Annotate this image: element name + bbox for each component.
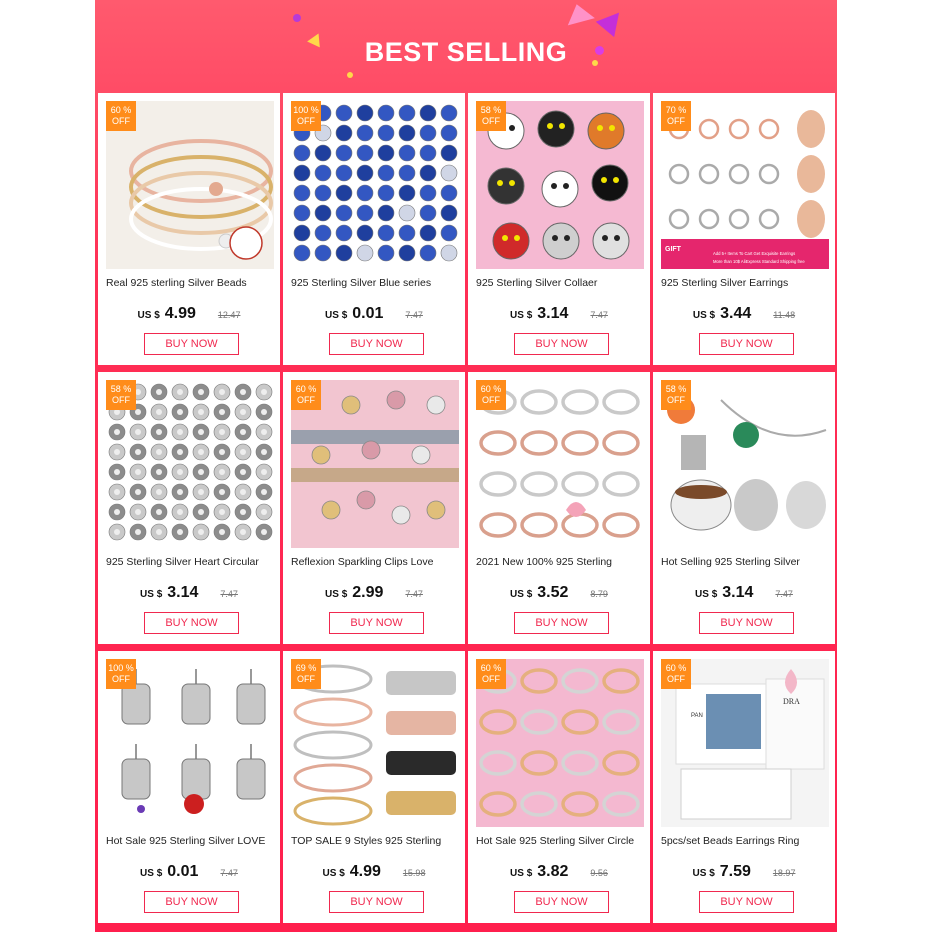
product-card[interactable] — [653, 372, 835, 644]
product-card[interactable] — [283, 93, 465, 365]
confetti-dot — [592, 60, 598, 66]
discount-off-label: OFF — [482, 674, 500, 684]
price-row — [283, 863, 465, 881]
svg-text:Add 5+ Items To Cart Get Exqui: Add 5+ Items To Cart Get Exquisite Earrings — [713, 251, 796, 256]
product-image[interactable] — [476, 659, 644, 827]
price-row — [98, 584, 280, 602]
discount-percent: 60 % — [110, 105, 132, 115]
discount-percent: 60 % — [665, 663, 687, 673]
product-image[interactable] — [106, 101, 274, 269]
discount-badge — [661, 101, 691, 131]
confetti-triangle — [596, 5, 629, 37]
discount-percent: 60 % — [480, 384, 502, 394]
sale-price: 0.01 — [167, 863, 199, 880]
product-image[interactable] — [291, 659, 459, 827]
discount-badge — [291, 380, 321, 410]
discount-percent: 58 % — [110, 384, 132, 394]
original-price: 7.47 — [220, 868, 238, 878]
product-name[interactable]: TOP SALE 9 Styles 925 Sterling — [291, 835, 442, 847]
original-price: 7.47 — [590, 310, 608, 320]
discount-badge — [106, 659, 136, 689]
product-image[interactable] — [661, 101, 829, 269]
product-card[interactable] — [468, 93, 650, 365]
price-row — [468, 863, 650, 881]
buy-now-button[interactable]: BUY NOW — [329, 891, 424, 913]
product-image[interactable] — [476, 101, 644, 269]
best-selling-panel — [95, 0, 837, 932]
original-price: 7.47 — [405, 310, 423, 320]
discount-off-label: OFF — [112, 395, 130, 405]
sale-price: 7.59 — [719, 863, 751, 880]
discount-badge — [476, 101, 506, 131]
product-card[interactable] — [653, 651, 835, 923]
currency-label: US $ — [137, 310, 160, 321]
currency-label: US $ — [510, 589, 533, 600]
product-card[interactable] — [653, 93, 835, 365]
product-card[interactable] — [98, 651, 280, 923]
buy-now-button[interactable]: BUY NOW — [144, 612, 239, 634]
product-name[interactable]: Real 925 sterling Silver Beads — [106, 277, 247, 289]
sale-price: 3.52 — [537, 584, 569, 601]
currency-label: US $ — [140, 868, 163, 879]
product-image[interactable] — [661, 659, 829, 827]
svg-text:GIFT: GIFT — [665, 246, 681, 253]
original-price: 18.97 — [772, 868, 796, 878]
product-image[interactable] — [476, 380, 644, 548]
page-title: BEST SELLING — [364, 37, 568, 67]
price-row — [653, 305, 835, 323]
price-row — [653, 863, 835, 881]
price-row — [468, 305, 650, 323]
currency-label: US $ — [510, 868, 533, 879]
buy-now-button[interactable]: BUY NOW — [699, 612, 794, 634]
buy-now-button[interactable]: BUY NOW — [514, 612, 609, 634]
discount-off-label: OFF — [112, 674, 130, 684]
discount-badge — [291, 659, 321, 689]
currency-label: US $ — [695, 589, 718, 600]
sale-price: 3.14 — [167, 584, 199, 601]
discount-badge — [106, 101, 136, 131]
product-image[interactable] — [106, 659, 274, 827]
buy-now-button[interactable]: BUY NOW — [144, 333, 239, 355]
discount-percent: 69 % — [295, 663, 317, 673]
price-row — [283, 584, 465, 602]
buy-now-button[interactable]: BUY NOW — [514, 891, 609, 913]
buy-now-button[interactable]: BUY NOW — [514, 333, 609, 355]
original-price: 9.56 — [590, 868, 608, 878]
price-row — [653, 584, 835, 602]
sale-price: 4.99 — [349, 863, 381, 880]
currency-label: US $ — [322, 868, 345, 879]
product-card[interactable] — [283, 651, 465, 923]
sale-price: 3.82 — [537, 863, 569, 880]
discount-percent: 58 % — [665, 384, 687, 394]
price-row — [98, 863, 280, 881]
discount-badge — [661, 659, 691, 689]
product-name[interactable]: Hot Sale 925 Sterling Silver Circle — [476, 835, 635, 847]
product-name[interactable]: 5pcs/set Beads Earrings Ring — [661, 835, 800, 847]
sale-price: 4.99 — [164, 305, 196, 322]
buy-now-button[interactable]: BUY NOW — [144, 891, 239, 913]
currency-label: US $ — [325, 310, 348, 321]
discount-badge — [661, 380, 691, 410]
price-row — [468, 584, 650, 602]
product-name[interactable]: Hot Selling 925 Sterling Silver — [661, 556, 800, 568]
confetti-dot — [293, 14, 301, 22]
product-name[interactable]: 925 Sterling Silver Collaer — [476, 277, 598, 289]
discount-badge — [476, 380, 506, 410]
currency-label: US $ — [510, 310, 533, 321]
discount-off-label: OFF — [667, 674, 685, 684]
product-image[interactable] — [661, 380, 829, 548]
currency-label: US $ — [692, 310, 716, 321]
buy-now-button[interactable]: BUY NOW — [329, 333, 424, 355]
discount-off-label: OFF — [667, 116, 685, 126]
sale-price: 3.14 — [537, 305, 569, 322]
discount-badge — [476, 659, 506, 689]
product-name[interactable]: Reflexion Sparkling Clips Love — [291, 556, 434, 568]
product-image[interactable] — [106, 380, 274, 548]
original-price: 12.47 — [217, 310, 241, 320]
buy-now-button[interactable]: BUY NOW — [699, 891, 794, 913]
confetti-triangle — [307, 31, 325, 48]
product-card[interactable] — [98, 93, 280, 365]
discount-percent: 100 % — [108, 663, 134, 673]
discount-off-label: OFF — [482, 395, 500, 405]
discount-off-label: OFF — [297, 674, 315, 684]
original-price: 11.48 — [773, 310, 796, 320]
discount-percent: 100 % — [293, 105, 319, 115]
svg-text:PAN: PAN — [691, 713, 703, 719]
product-name[interactable]: 925 Sterling Silver Earrings — [661, 277, 789, 289]
buy-now-button[interactable]: BUY NOW — [329, 612, 424, 634]
sale-price: 3.14 — [722, 584, 754, 601]
product-name[interactable]: 925 Sterling Silver Blue series — [291, 277, 432, 289]
confetti-triangle — [563, 1, 595, 26]
product-card[interactable] — [98, 372, 280, 644]
original-price: 7.47 — [220, 589, 238, 599]
original-price: 8.79 — [590, 589, 608, 599]
sale-price: 2.99 — [352, 584, 384, 601]
product-card[interactable] — [468, 372, 650, 644]
sale-price: 3.44 — [720, 305, 752, 322]
discount-off-label: OFF — [297, 116, 315, 126]
discount-percent: 70 % — [665, 105, 687, 115]
discount-badge — [106, 380, 136, 410]
discount-percent: 60 % — [295, 384, 317, 394]
product-image[interactable] — [291, 380, 459, 548]
discount-off-label: OFF — [112, 116, 130, 126]
buy-now-button[interactable]: BUY NOW — [699, 333, 794, 355]
price-row — [98, 305, 280, 323]
product-grid — [95, 93, 837, 923]
product-image[interactable] — [291, 101, 459, 269]
discount-off-label: OFF — [297, 395, 315, 405]
discount-off-label: OFF — [482, 116, 500, 126]
original-price: 7.47 — [775, 589, 793, 599]
price-row — [283, 305, 465, 323]
product-name[interactable]: 2021 New 100% 925 Sterling — [476, 556, 613, 568]
currency-label: US $ — [140, 589, 163, 600]
discount-off-label: OFF — [667, 395, 685, 405]
product-name[interactable]: Hot Sale 925 Sterling Silver LOVE — [106, 835, 266, 847]
discount-percent: 58 % — [480, 105, 502, 115]
confetti-dot — [347, 72, 353, 78]
discount-percent: 60 % — [480, 663, 502, 673]
header — [95, 0, 837, 93]
confetti-dot — [595, 46, 604, 55]
product-card[interactable] — [283, 372, 465, 644]
product-card[interactable] — [468, 651, 650, 923]
currency-label: US $ — [325, 589, 348, 600]
sale-price: 0.01 — [352, 305, 384, 322]
product-name[interactable]: 925 Sterling Silver Heart Circular — [106, 556, 259, 568]
svg-text:More than 10$ AliExpress Stand: More than 10$ AliExpress Standard Shipping free — [713, 259, 805, 264]
discount-badge — [291, 101, 321, 131]
original-price: 15.98 — [402, 868, 426, 878]
original-price: 7.47 — [405, 589, 423, 599]
currency-label: US $ — [692, 868, 715, 879]
svg-text:DRA: DRA — [783, 697, 800, 706]
